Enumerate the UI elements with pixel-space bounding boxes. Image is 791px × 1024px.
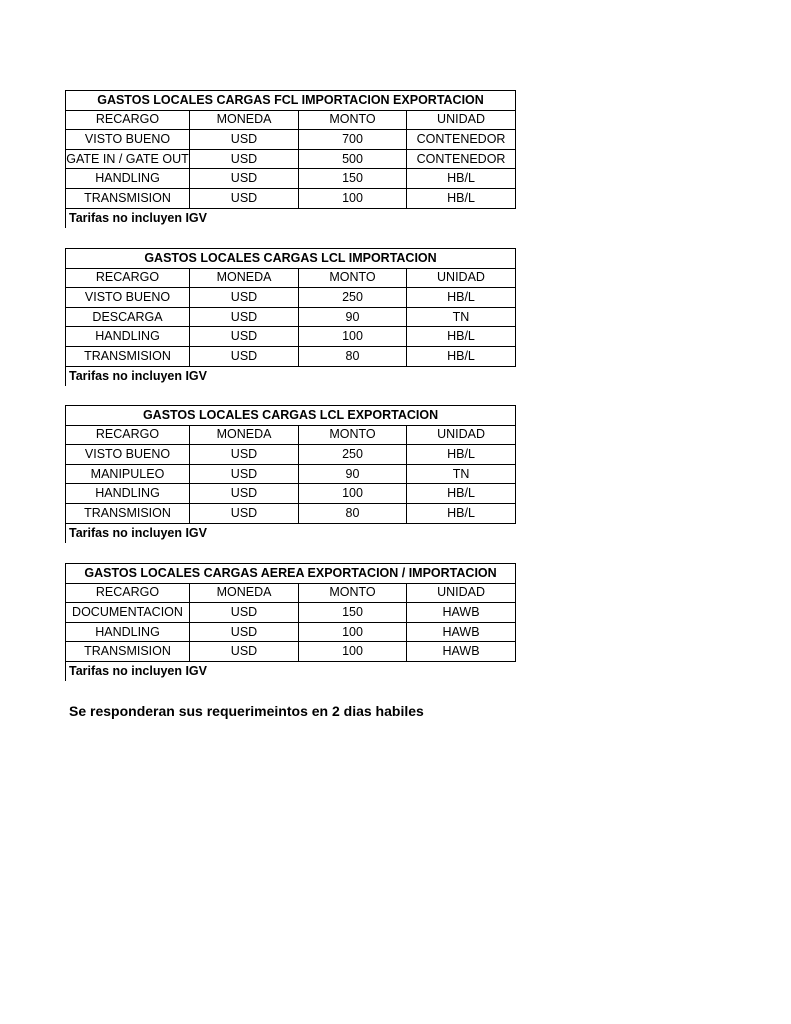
cell-recargo: VISTO BUENO — [66, 445, 190, 465]
cell-monto: 100 — [299, 327, 407, 347]
column-header-monto: MONTO — [299, 268, 407, 288]
cell-moneda: USD — [190, 622, 299, 642]
cell-monto: 90 — [299, 464, 407, 484]
column-header-monto: MONTO — [299, 425, 407, 445]
cell-recargo: TRANSMISION — [66, 346, 190, 366]
table-row — [66, 169, 516, 189]
table-row — [66, 188, 516, 208]
table-row — [66, 288, 516, 308]
column-header-recargo: RECARGO — [66, 583, 190, 603]
table-row — [66, 307, 516, 327]
cell-unidad: HB/L — [407, 503, 516, 523]
cell-monto: 100 — [299, 622, 407, 642]
cell-unidad: CONTENEDOR — [407, 130, 516, 150]
cell-unidad: HB/L — [407, 288, 516, 308]
column-header-unidad: UNIDAD — [407, 268, 516, 288]
cell-recargo: VISTO BUENO — [66, 130, 190, 150]
cell-unidad: HB/L — [407, 169, 516, 189]
table-fcl-block — [65, 90, 515, 228]
column-header-unidad: UNIDAD — [407, 110, 516, 130]
cell-monto: 700 — [299, 130, 407, 150]
table-row — [66, 503, 516, 523]
table-row — [66, 642, 516, 662]
cell-recargo: HANDLING — [66, 484, 190, 504]
table-row — [66, 327, 516, 347]
cell-unidad: HB/L — [407, 445, 516, 465]
table-row — [66, 464, 516, 484]
column-header-unidad: UNIDAD — [407, 583, 516, 603]
cell-monto: 500 — [299, 149, 407, 169]
table-title: GASTOS LOCALES CARGAS LCL IMPORTACION — [66, 249, 516, 269]
cell-unidad: HAWB — [407, 603, 516, 623]
column-header-moneda: MONEDA — [190, 583, 299, 603]
column-header-recargo: RECARGO — [66, 110, 190, 130]
table-row — [66, 622, 516, 642]
cell-moneda: USD — [190, 503, 299, 523]
table-row — [66, 445, 516, 465]
cell-moneda: USD — [190, 603, 299, 623]
cell-monto: 250 — [299, 288, 407, 308]
cell-moneda: USD — [190, 484, 299, 504]
cell-unidad: CONTENEDOR — [407, 149, 516, 169]
cell-unidad: HB/L — [407, 484, 516, 504]
cell-moneda: USD — [190, 169, 299, 189]
cell-monto: 80 — [299, 503, 407, 523]
cell-recargo: VISTO BUENO — [66, 288, 190, 308]
cell-recargo: TRANSMISION — [66, 188, 190, 208]
cell-unidad: TN — [407, 464, 516, 484]
cell-moneda: USD — [190, 464, 299, 484]
table-row — [66, 484, 516, 504]
cell-moneda: USD — [190, 288, 299, 308]
aerea-rates-table — [65, 563, 516, 662]
column-header-monto: MONTO — [299, 110, 407, 130]
cell-moneda: USD — [190, 346, 299, 366]
lcl-export-rates-table — [65, 405, 516, 524]
cell-moneda: USD — [190, 130, 299, 150]
cell-moneda: USD — [190, 327, 299, 347]
cell-monto: 80 — [299, 346, 407, 366]
cell-recargo: DOCUMENTACION — [66, 603, 190, 623]
table-title: GASTOS LOCALES CARGAS LCL EXPORTACION — [66, 406, 516, 426]
table-lcl-import-block — [65, 248, 515, 386]
table-row — [66, 149, 516, 169]
cell-monto: 250 — [299, 445, 407, 465]
cell-recargo: MANIPULEO — [66, 464, 190, 484]
table-lcl-export-block — [65, 405, 515, 543]
cell-moneda: USD — [190, 642, 299, 662]
cell-moneda: USD — [190, 445, 299, 465]
column-header-recargo: RECARGO — [66, 268, 190, 288]
cell-unidad: HAWB — [407, 642, 516, 662]
cell-monto: 100 — [299, 484, 407, 504]
igv-note: Tarifas no incluyen IGV — [65, 209, 515, 228]
column-header-moneda: MONEDA — [190, 425, 299, 445]
fcl-rates-table — [65, 90, 516, 209]
cell-recargo: TRANSMISION — [66, 503, 190, 523]
column-header-recargo: RECARGO — [66, 425, 190, 445]
table-row — [66, 130, 516, 150]
column-header-unidad: UNIDAD — [407, 425, 516, 445]
cell-monto: 150 — [299, 603, 407, 623]
cell-recargo: DESCARGA — [66, 307, 190, 327]
igv-note: Tarifas no incluyen IGV — [65, 662, 515, 681]
table-title: GASTOS LOCALES CARGAS FCL IMPORTACION EXPORTACION — [66, 91, 516, 111]
cell-monto: 100 — [299, 188, 407, 208]
cell-recargo: HANDLING — [66, 622, 190, 642]
igv-note: Tarifas no incluyen IGV — [65, 524, 515, 543]
column-header-monto: MONTO — [299, 583, 407, 603]
cell-recargo: TRANSMISION — [66, 642, 190, 662]
cell-recargo: GATE IN / GATE OUT — [66, 149, 190, 169]
cell-unidad: TN — [407, 307, 516, 327]
cell-moneda: USD — [190, 149, 299, 169]
cell-recargo: HANDLING — [66, 327, 190, 347]
cell-recargo: HANDLING — [66, 169, 190, 189]
table-title: GASTOS LOCALES CARGAS AEREA EXPORTACION / IMPORTACION — [66, 564, 516, 584]
table-row — [66, 346, 516, 366]
cell-unidad: HB/L — [407, 188, 516, 208]
cell-moneda: USD — [190, 307, 299, 327]
column-header-moneda: MONEDA — [190, 110, 299, 130]
cell-monto: 100 — [299, 642, 407, 662]
cell-monto: 150 — [299, 169, 407, 189]
column-header-moneda: MONEDA — [190, 268, 299, 288]
cell-monto: 90 — [299, 307, 407, 327]
cell-unidad: HB/L — [407, 327, 516, 347]
table-row — [66, 603, 516, 623]
lcl-import-rates-table — [65, 248, 516, 367]
response-time-note: Se responderan sus requerimeintos en 2 dias habiles — [69, 703, 424, 719]
cell-unidad: HB/L — [407, 346, 516, 366]
cell-moneda: USD — [190, 188, 299, 208]
igv-note: Tarifas no incluyen IGV — [65, 367, 515, 386]
cell-unidad: HAWB — [407, 622, 516, 642]
table-aerea-block — [65, 563, 515, 681]
